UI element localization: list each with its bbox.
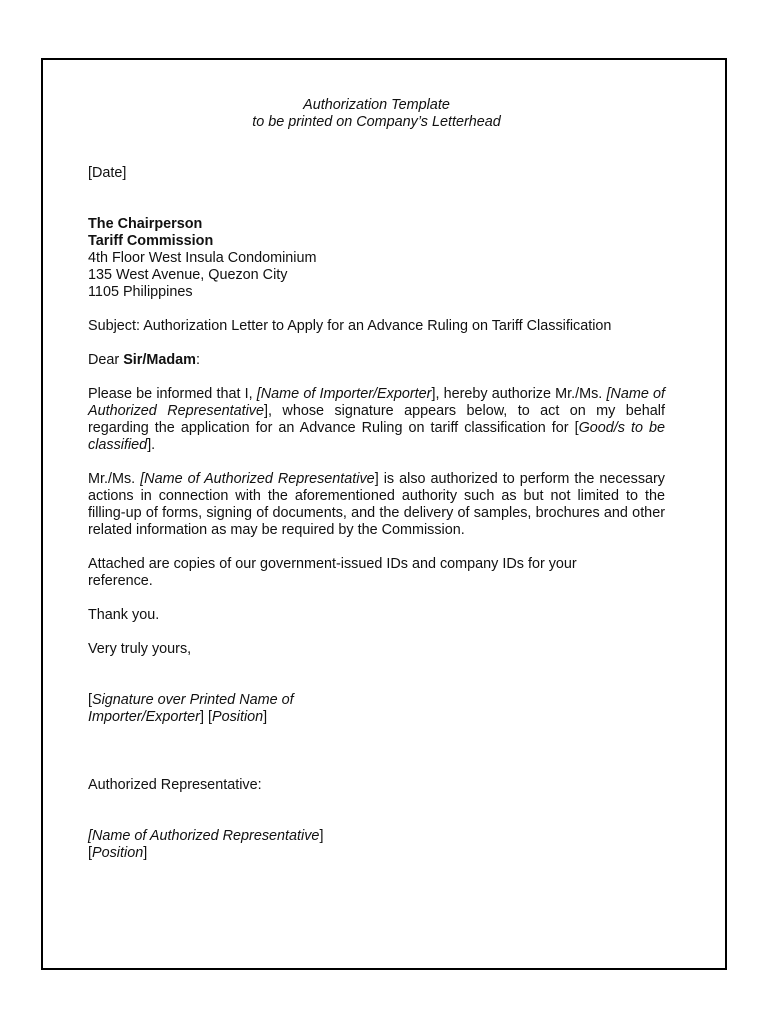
signature-position: Position [211,709,264,725]
template-subtitle [88,114,665,131]
para3-line2: reference. [88,573,153,589]
addressee-line3: 1105 Philippines [88,284,193,300]
signature-block [88,692,665,726]
representative-line1 [88,828,665,845]
para1-text1: Please be informed that I, [88,386,257,402]
representative-label: Authorized Representative: [88,777,262,793]
representative-block [88,828,665,862]
salutation-name: Sir/Madam [123,352,196,368]
date-placeholder: [Date] [88,165,127,181]
signature-bracket-mid: ] [ [199,709,212,725]
closing: Very truly yours, [88,641,192,657]
letter-header [88,97,665,131]
representative-bracket-close: ] [319,828,324,844]
signature-bracket-open: [ [88,692,92,708]
subtitle-rest: on Company’s Letterhead [332,114,501,130]
salutation-prefix: Dear [88,352,124,368]
salutation [88,352,665,369]
representative-line2 [88,845,665,862]
position-bracket-open: [ [88,845,92,861]
signature-importer: Importer/Exporter [88,709,200,725]
signature-line2 [88,709,665,726]
signature-placeholder: Signature over Printed Name of [92,692,294,708]
addressee-org: Tariff Commission [88,233,214,249]
para1-text4: ]. [147,437,156,453]
subject-line: Subject: Authorization Letter to Apply for an Advance Ruling on Tariff Classification [88,318,612,334]
paragraph-actions [88,471,665,539]
representative-placeholder-2: [Name of Authorized Representative [140,471,375,487]
subtitle-italic: to be printed [252,114,333,130]
addressee-line1: 4th Floor West Insula Condominium [88,250,317,266]
goods-placeholder: Good/s to be classified [88,420,665,453]
letter-border [41,58,727,970]
representative-placeholder: [Name of Authorized Representative [88,386,665,419]
para2-text1: Mr./Ms. [88,471,141,487]
para3-line1: Attached are copies of our government-issued IDs and company IDs for your [88,556,577,572]
para1-text2: ], hereby authorize Mr./Ms. [431,386,607,402]
importer-placeholder: [Name of Importer/Exporter [256,386,432,402]
paragraph-authorization [88,386,665,454]
signature-bracket-close: ] [263,709,268,725]
thank-you: Thank you. [88,607,160,623]
paragraph-attachments [88,556,665,590]
letter-body [88,97,665,862]
para2-text2: ] is also authorized to perform the necessary actions in connection with the aforementioned authority such as but not limited to the filling-up of forms, signing of documents, and the delivery of samples, brochures and other related information as may be required by the Commission. [88,471,666,538]
position-bracket-close: ] [143,845,148,861]
representative-position: Position [92,845,144,861]
para1-text3: ], whose signature appears below, to act on my behalf regarding the application for an Advance Ruling on tariff classification for [ [88,403,665,436]
addressee-name: The Chairperson [88,216,203,232]
salutation-suffix: : [195,352,200,368]
signature-line1 [88,692,665,709]
representative-name: [Name of Authorized Representative [88,828,320,844]
template-title: Authorization Template [303,97,450,113]
addressee-line2: 135 West Avenue, Quezon City [88,267,288,283]
addressee-block [88,216,665,301]
